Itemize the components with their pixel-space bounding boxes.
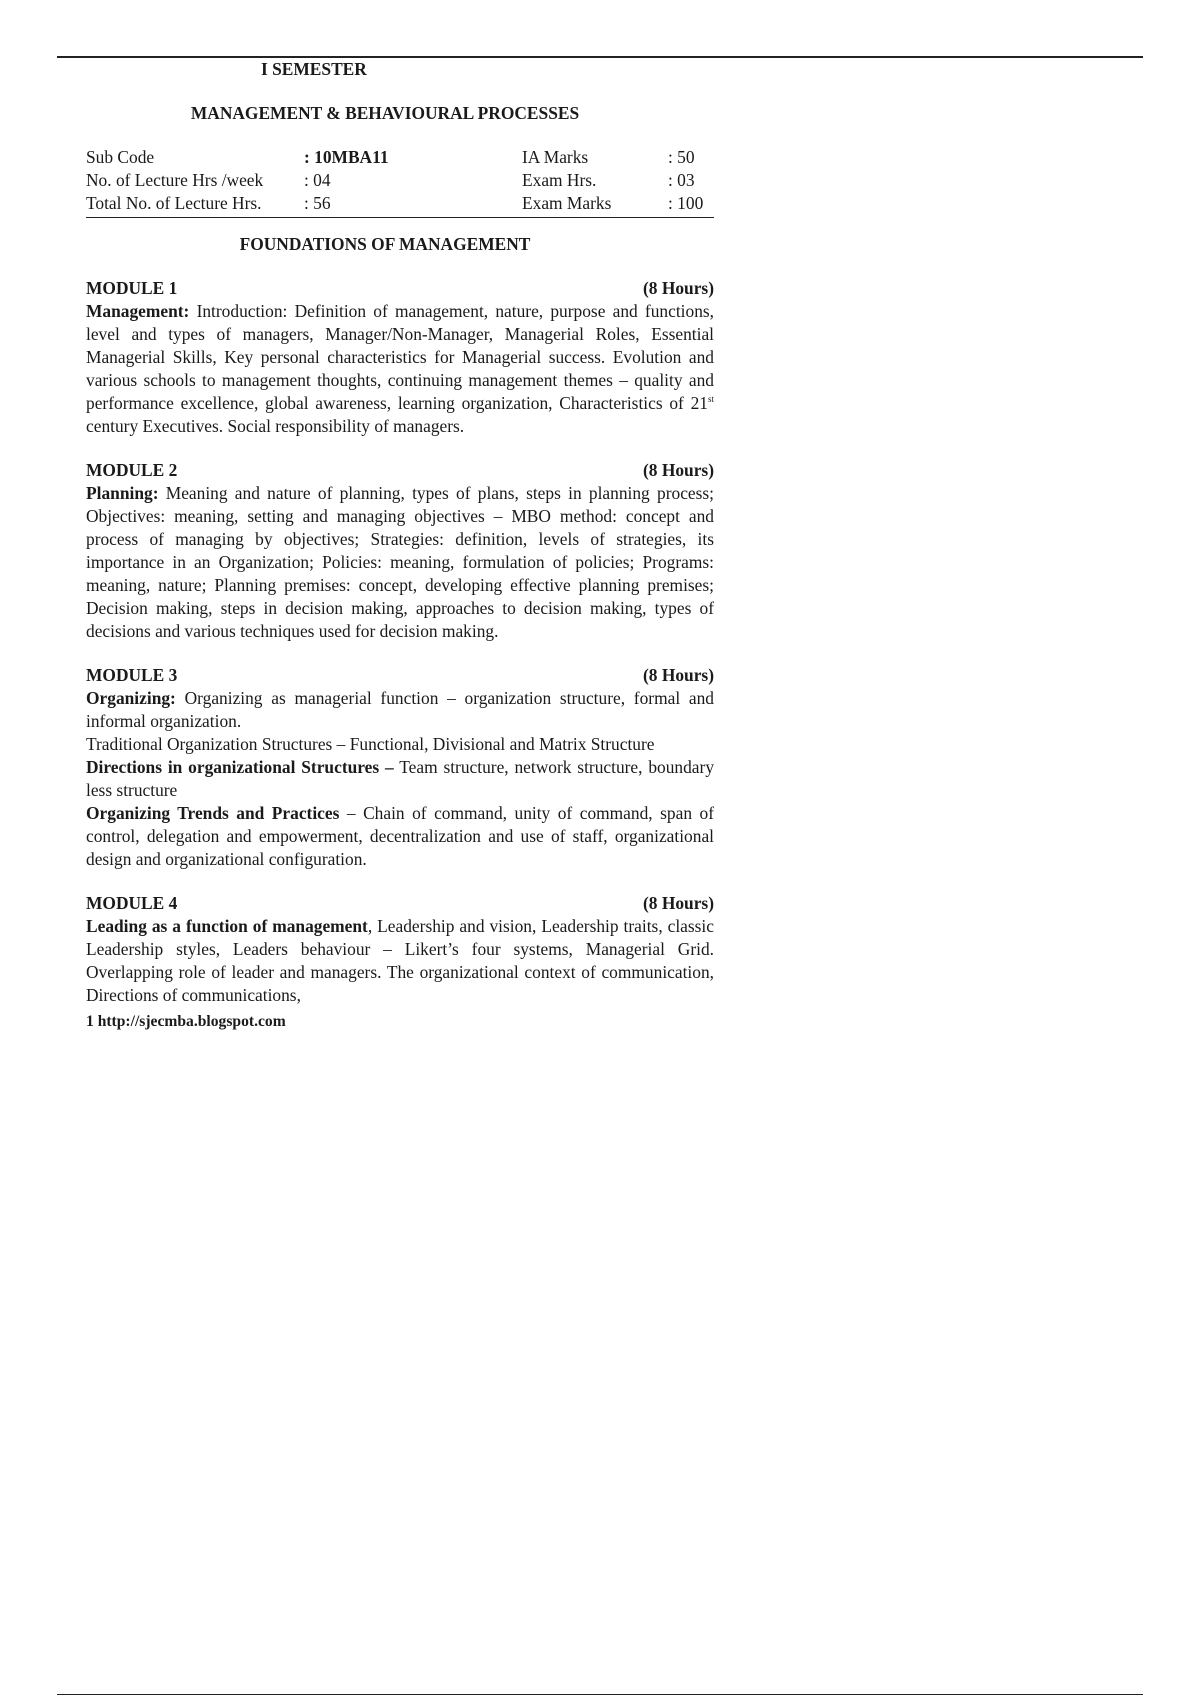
module-topic-text: Introduction: Definition of management, nature, purpose and functions, level and types of managers, Manager/Non-Manager, Managerial Roles, Essential Managerial Skills, Key personal characteristics for Managerial success. Evolution and various schools to management thoughts, continuing management themes – quality and performance excellence, global awareness, learning organization, Characteristics of 21 <box>86 301 714 413</box>
module-topic-text: , Leadership and vision, Leadership traits, classic Leadership styles, Leaders behaviour – Likert’s four systems, Managerial Grid. Overlapping role of leader and managers. The organizational context of communication, Directions of communications, <box>86 916 714 1005</box>
module-topic-text: Traditional Organization Structures – Functional, Divisional and Matrix Structure <box>86 734 655 754</box>
module-topic-text-end: century Executives. Social responsibility of managers. <box>86 416 465 436</box>
page-footer: 1 http://sjecmba.blogspot.com <box>86 1013 286 1030</box>
module-description <box>86 687 714 733</box>
module-description <box>86 756 714 802</box>
exam-hrs-value: : 03 <box>668 170 695 190</box>
ia-marks-label: IA Marks <box>522 147 589 167</box>
module-topic-lead: Leading as a function of management <box>86 916 368 936</box>
module-4 <box>86 892 714 1007</box>
lecture-hrs-value: : 04 <box>304 170 331 190</box>
module-title: MODULE 3 <box>86 665 178 685</box>
module-topic-lead: Management: <box>86 301 190 321</box>
module-title: MODULE 1 <box>86 278 178 298</box>
semester-heading: I SEMESTER <box>261 59 367 79</box>
module-hours: (8 Hours) <box>642 460 714 480</box>
module-1 <box>86 277 714 438</box>
superscript: st <box>707 394 714 404</box>
info-row <box>86 146 714 169</box>
ia-marks-value: : 50 <box>668 147 695 167</box>
module-topic-text: Team structure, network structure, boundary less structure <box>86 757 715 800</box>
module-description <box>86 733 714 756</box>
module-header <box>86 277 714 300</box>
module-topic-lead: Organizing Trends and Practices <box>86 803 340 823</box>
module-description <box>86 915 714 1007</box>
module-2 <box>86 459 714 643</box>
module-header <box>86 664 714 687</box>
module-topic-lead: Planning: <box>86 483 159 503</box>
module-title: MODULE 4 <box>86 893 178 913</box>
sub-code-value-text: : 10MBA11 <box>304 147 389 167</box>
exam-hrs-label: Exam Hrs. <box>522 170 597 190</box>
module-3 <box>86 664 714 871</box>
module-title: MODULE 2 <box>86 460 178 480</box>
section-title: FOUNDATIONS OF MANAGEMENT <box>239 234 531 254</box>
bottom-rule <box>57 1694 1143 1695</box>
total-lecture-value: : 56 <box>304 193 331 213</box>
module-description <box>86 802 714 871</box>
page-content <box>86 56 714 1033</box>
sub-code-value <box>304 146 522 169</box>
module-topic-lead: Organizing: <box>86 688 176 708</box>
exam-marks-value: : 100 <box>668 193 704 213</box>
info-row <box>86 169 714 192</box>
module-description <box>86 300 714 438</box>
exam-marks-label: Exam Marks <box>522 193 612 213</box>
total-lecture-label: Total No. of Lecture Hrs. <box>86 193 262 213</box>
course-info-table <box>86 146 714 215</box>
module-header <box>86 892 714 915</box>
module-topic-text: Organizing as managerial function – organization structure, formal and informal organization. <box>86 688 714 731</box>
module-hours: (8 Hours) <box>642 278 714 298</box>
module-topic-text: – Chain of command, unity of command, span of control, delegation and empowerment, decentralization and use of staff, organizational design and organizational configuration. <box>86 803 714 869</box>
sub-code-label: Sub Code <box>86 147 155 167</box>
module-hours: (8 Hours) <box>642 893 714 913</box>
module-topic-lead: Directions in organizational Structures – <box>86 757 394 777</box>
module-header <box>86 459 714 482</box>
module-hours: (8 Hours) <box>642 665 714 685</box>
lecture-hrs-label: No. of Lecture Hrs /week <box>86 170 264 190</box>
info-divider <box>86 217 714 218</box>
module-description <box>86 482 714 643</box>
module-topic-text: Meaning and nature of planning, types of plans, steps in planning process; Objectives: meaning, setting and managing objectives – MBO method: concept and process of managing by objectives; Strategies: definition, levels of strategies, its importance in an Organization; Policies: meaning, formulation of policies; Programs: meaning, nature; Planning premises: concept, developing effective planning premises; Decision making, steps in decision making, approaches to decision making, types of decisions and various techniques used for decision making. <box>86 483 714 641</box>
course-title: MANAGEMENT & BEHAVIOURAL PROCESSES <box>190 103 580 123</box>
info-row <box>86 192 714 215</box>
